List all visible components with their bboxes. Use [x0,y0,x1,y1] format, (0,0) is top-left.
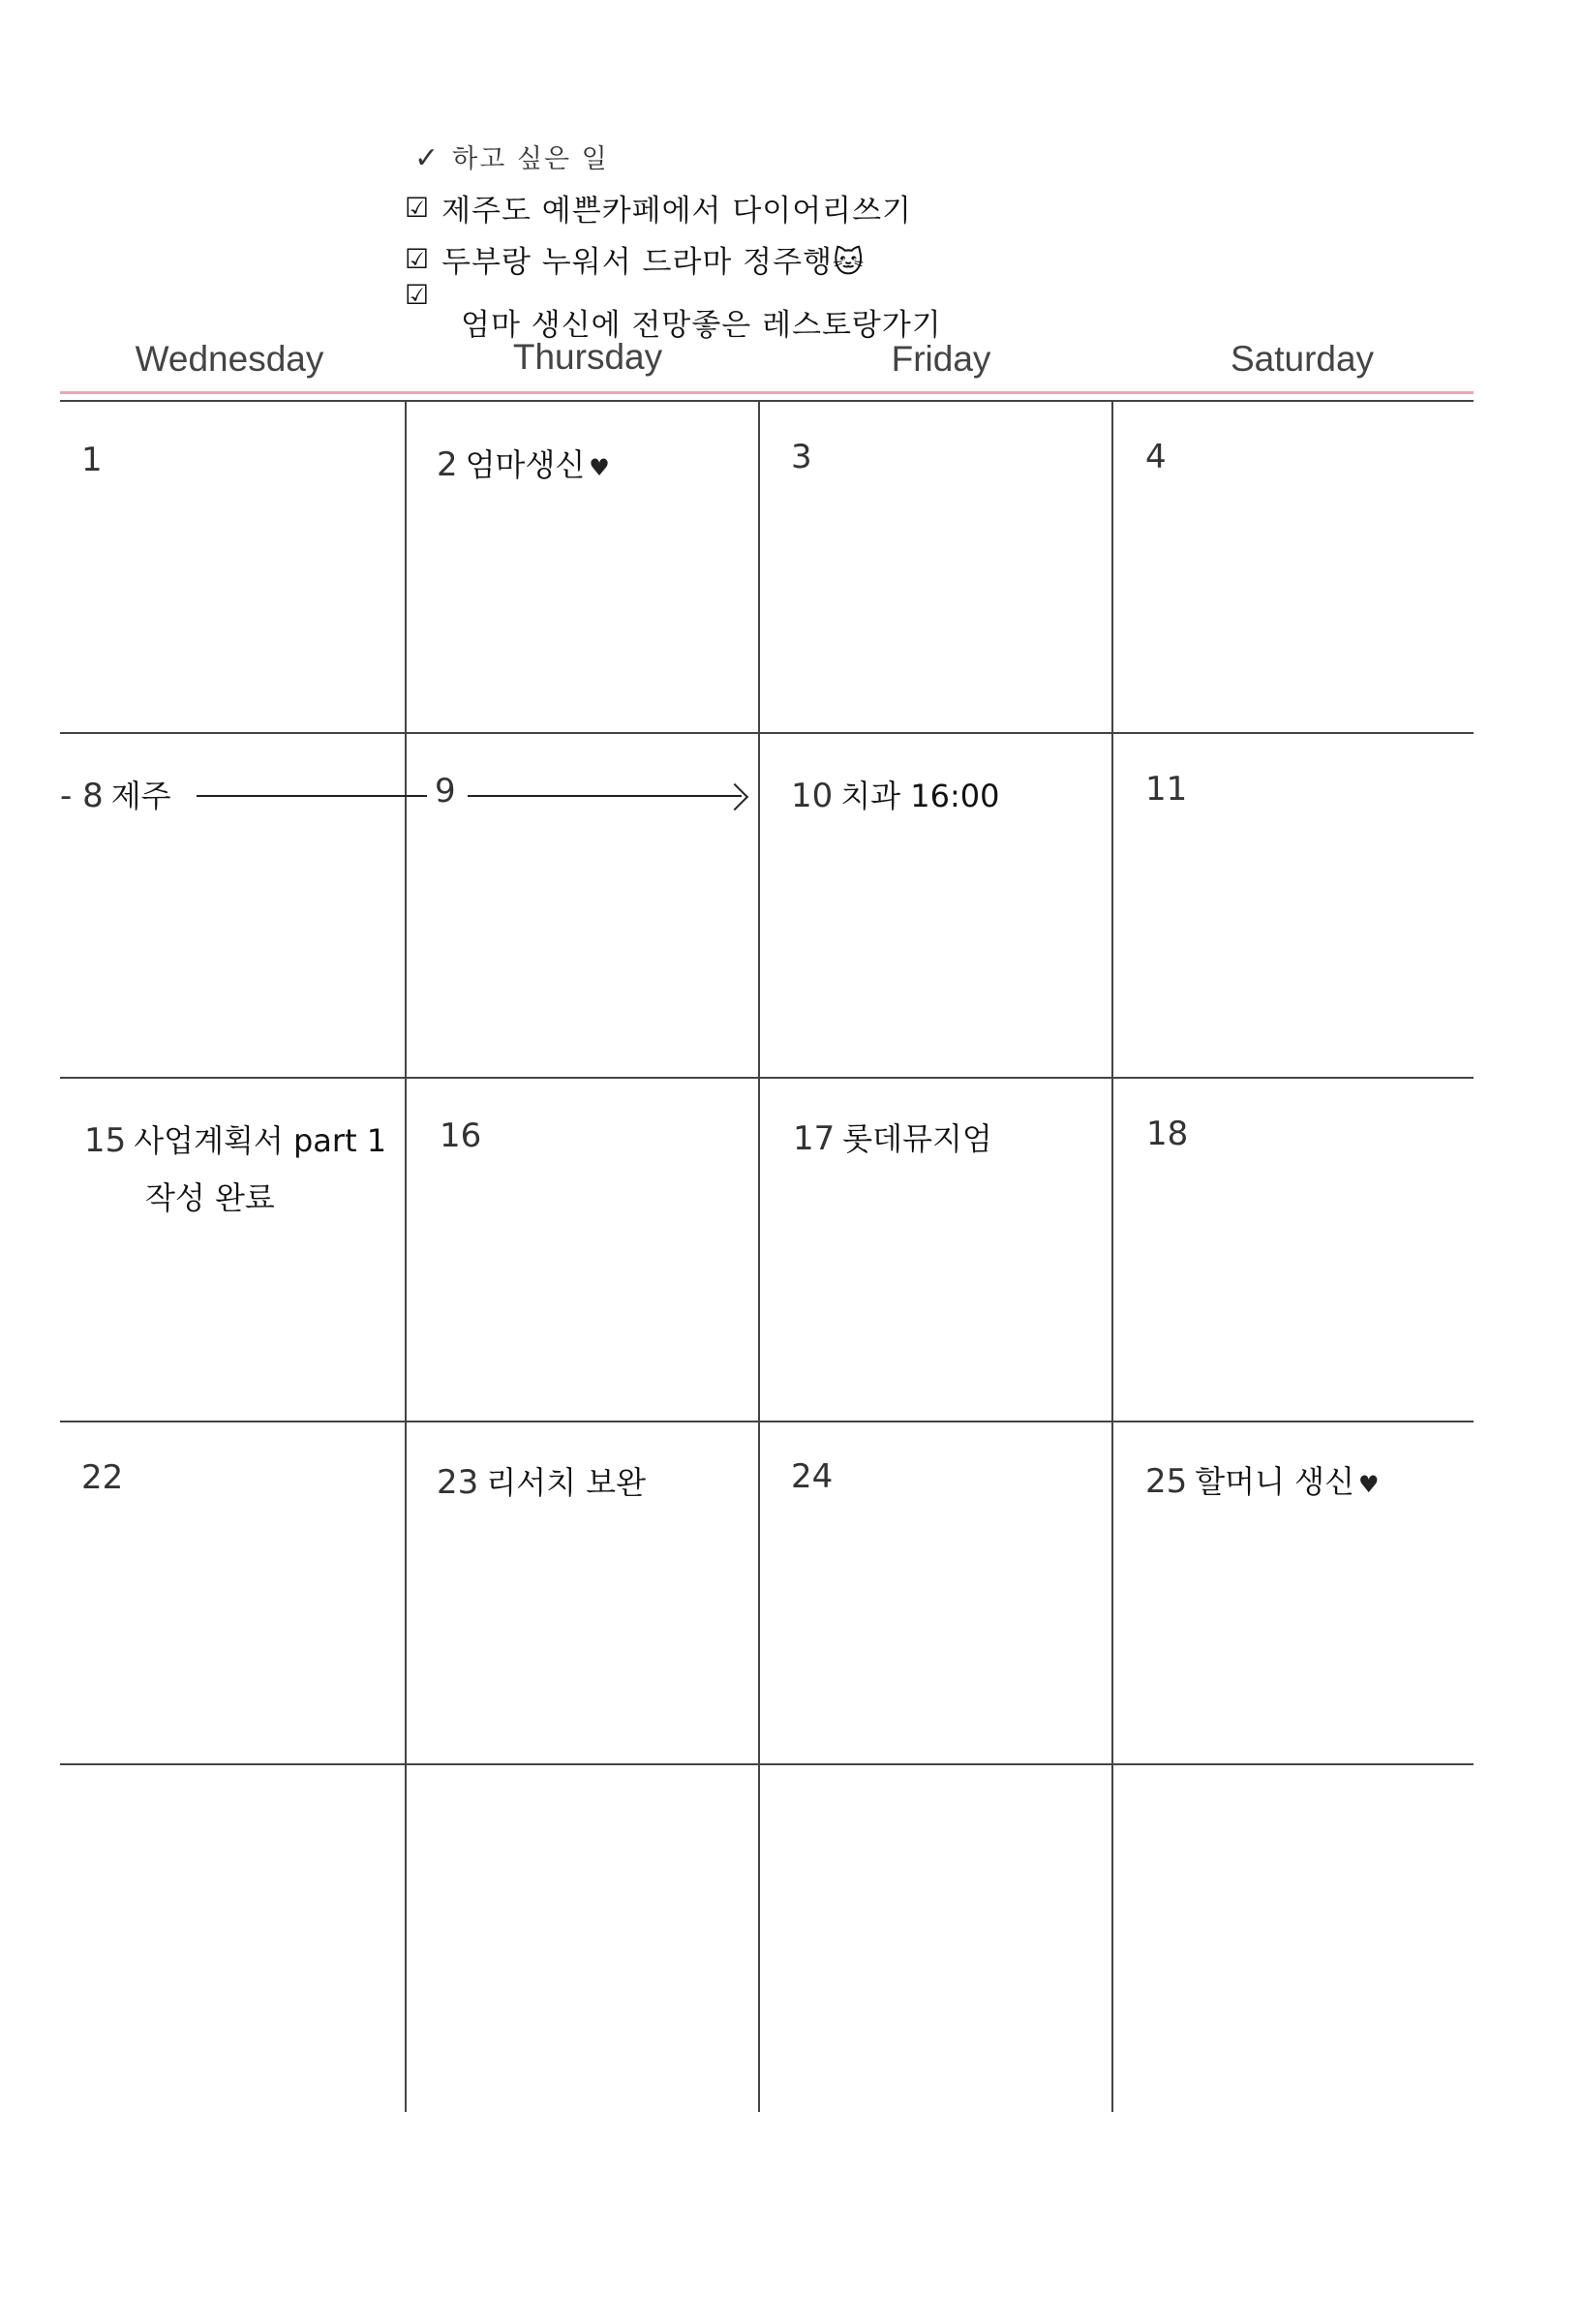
calendar-day: 2 엄마생신 ♥ [437,445,610,484]
heart-icon: ♥ [1358,1471,1380,1498]
event-note: 리서치 보완 [486,1464,646,1501]
checkbox-checked-icon: ☑ [405,243,431,275]
event-note: 할머니 생신 [1195,1463,1354,1500]
calendar-day: 1 [81,441,103,479]
wishlist-title: ✓ 하고 싶은 일 [414,141,609,175]
calendar-day: 11 [1145,770,1188,809]
event-note: 롯데뮤지엄 [842,1120,992,1157]
grid-line [405,400,407,2112]
heart-icon: ♥ [589,454,610,481]
calendar-day: 16 [440,1116,482,1155]
grid-line [60,1077,1474,1079]
grid-line [1111,400,1113,2112]
calendar-day: 9 [435,772,456,810]
checkbox-checked-icon: ☑ [405,279,431,311]
grid-line [60,400,1474,402]
calendar-day: 23 리서치 보완 [437,1463,646,1502]
day-header-saturday: Saturday [1230,339,1375,379]
event-note: 치과 16:00 [840,778,1000,814]
calendar-day: 25 할머니 생신 ♥ [1145,1462,1380,1501]
day-header-wednesday: Wednesday [135,339,324,379]
event-note: 엄마생신 [465,446,586,483]
event-note: 사업계획서 part 1 [134,1122,387,1159]
event-note: 제주 [110,778,171,814]
header-divider [60,391,1474,394]
calendar-day: 4 [1145,438,1167,476]
grid-line [60,1421,1474,1422]
wishlist-item: ☑ 엄마 생신에 전망좋은 레스토랑가기 [405,279,942,343]
calendar-day: 17 롯데뮤지엄 [793,1119,992,1158]
calendar-day: - 8 제주 [60,777,171,815]
grid-line [60,732,1474,734]
calendar-day: 24 [791,1457,834,1496]
arrow-right-icon [721,783,748,810]
grid-line [758,400,760,2112]
check-icon: ✓ [414,141,441,175]
event-span-arrow [468,795,742,797]
calendar-day: 10 치과 16:00 [791,777,1000,815]
day-header-friday: Friday [891,339,991,379]
event-span-line [197,795,427,797]
wishlist-item: ☑ 두부랑 누워서 드라마 정주행🐱 [405,243,866,280]
wishlist-item: ☑ 제주도 예쁜카페에서 다이어리쓰기 [405,192,913,229]
day-header-thursday: Thursday [512,337,663,377]
calendar-day: 3 [791,438,812,476]
event-note-continued: 작성 완료 [145,1179,275,1216]
calendar-day: 22 [81,1458,124,1497]
calendar-day: 15 사업계획서 part 1 [84,1121,387,1160]
grid-line [60,1763,1474,1765]
checkbox-checked-icon: ☑ [405,192,431,224]
calendar-day: 18 [1146,1115,1189,1153]
